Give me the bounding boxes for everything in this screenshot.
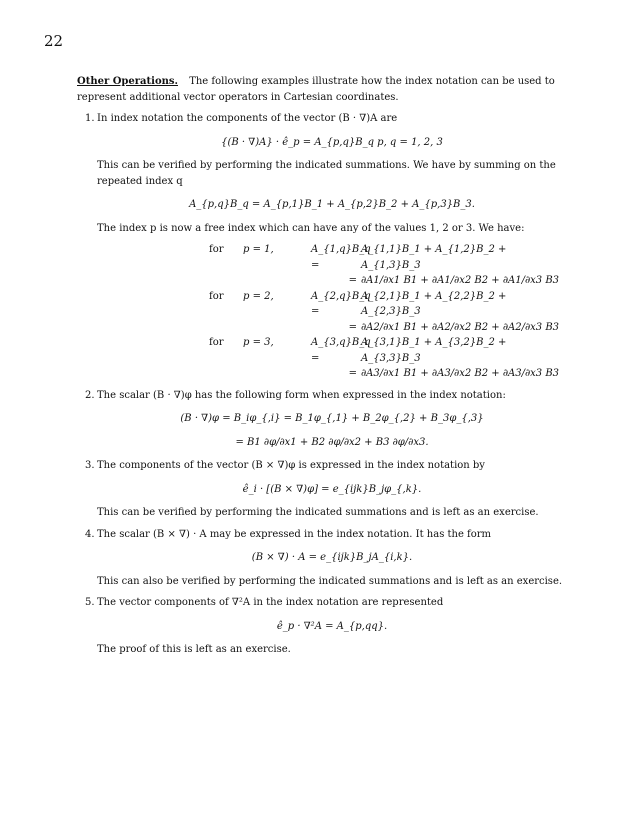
list-item-3	[77, 458, 567, 521]
case-lhs: A_{3,q}B_q =	[311, 337, 371, 364]
equation-cases: for p = 1, A_{1,q}B_q = A_{1,1}B_1 + A_{1,2}B_2 + A_{1,3}B_3 = ∂A1/∂x1 B1 + ∂A1/∂x2 B2 + ∂A1/∂x3 B3 for p = 2, A_{2,q}B_q = A_{2,1}B_1 + A_{2,2}B_2 + A_{2,3}B_3 = ∂A2/∂x1 B1 + ∂A2/∂x2 B2 + ∂A2/∂x3 B3 for p = 3, A_{3,q}B_q = A_{3,1}B_1 + A_{3,2}B_2 + A_{3,3}B_3 = ∂A3/∂x1 B1 + ∂A3/∂x2 B2 + ∂A3/∂x3 B3	[209, 242, 567, 382]
case-lhs: A_{2,q}B_q =	[311, 290, 371, 317]
item-number: 2.	[85, 389, 95, 401]
item-number: 1.	[85, 113, 95, 124]
equation: (B · ∇)φ = B_iφ_{,i} = B_1φ_{,1} + B_2φ_{,2} + B_3φ_{,3}	[180, 413, 484, 424]
item-text: The scalar (B · ∇)φ has the following form when expressed in the index notation:	[97, 389, 506, 401]
item-number: 3.	[85, 460, 95, 471]
case-rhs-derivative: ∂A2/∂x1 B1 + ∂A2/∂x2 B2 + ∂A2/∂x3 B3	[361, 321, 560, 333]
case-label: for	[209, 337, 224, 348]
item-text: In index notation the components of the vector (B · ∇)A are	[97, 113, 398, 124]
item-text: The index p is now a free index which can have any of the values 1, 2 or 3. We have:	[97, 222, 525, 234]
case-rhs: A_{1,1}B_1 + A_{1,2}B_2 + A_{1,3}B_3	[361, 244, 507, 271]
item-text: This can be verified by performing the indicated summations. We have by summing on the repeated index q	[97, 160, 556, 187]
case-rhs: A_{2,1}B_1 + A_{2,2}B_2 + A_{2,3}B_3	[361, 290, 507, 317]
case-label: for	[209, 244, 224, 255]
case-label: for	[209, 290, 224, 302]
case-rhs: A_{3,1}B_1 + A_{3,2}B_2 + A_{3,3}B_3	[361, 337, 507, 364]
case-rhs-derivative: ∂A1/∂x1 B1 + ∂A1/∂x2 B2 + ∂A1/∂x3 B3	[361, 275, 560, 286]
equation: (B × ∇) · A = e_{ijk}B_jA_{i,k}.	[251, 552, 413, 563]
page-number: 22	[44, 32, 64, 50]
item-number: 5.	[85, 597, 95, 608]
item-number: 4.	[85, 528, 95, 540]
page-content	[77, 74, 567, 658]
case-condition: p = 2,	[243, 290, 274, 302]
item-text: This can be verified by performing the indicated summations and is left as an exercise.	[97, 507, 539, 518]
item-text: The scalar (B × ∇) · A may be expressed in the index notation. It has the form	[97, 528, 492, 540]
equation: = B1 ∂φ/∂x1 + B2 ∂φ/∂x2 + B3 ∂φ/∂x3.	[235, 436, 429, 448]
list-item-2	[77, 388, 567, 451]
equation: A_{p,q}B_q = A_{p,1}B_1 + A_{p,2}B_2 + A_{p,3}B_3.	[189, 199, 475, 210]
list-item-1	[77, 111, 567, 382]
equation: ê_p · ∇²A = A_{p,qq}.	[276, 620, 388, 632]
item-text: This can also be verified by performing the indicated summations and is left as an exercise.	[97, 575, 563, 587]
list-item-5	[77, 595, 567, 658]
case-rhs-derivative: ∂A3/∂x1 B1 + ∂A3/∂x2 B2 + ∂A3/∂x3 B3	[361, 368, 560, 379]
equation: ê_i · [(B × ∇)φ] = e_{ijk}B_jφ_{,k}.	[242, 483, 422, 495]
case-condition: p = 3,	[243, 337, 274, 348]
section-heading: Other Operations.	[77, 76, 178, 87]
item-text: The components of the vector (B × ∇)φ is expressed in the index notation by	[97, 460, 485, 471]
intro-text: The following examples illustrate how the index notation can be used to represent additional vector operators in Cartesian coordinates.	[77, 76, 555, 103]
item-text: The proof of this is left as an exercise.	[97, 644, 291, 655]
case-lhs: A_{1,q}B_q =	[311, 244, 371, 271]
item-text: The vector components of ∇²A in the index notation are represented	[97, 597, 444, 608]
list-item-4	[77, 527, 567, 590]
intro-paragraph	[77, 74, 567, 105]
case-condition: p = 1,	[243, 244, 274, 255]
equation: {(B · ∇)A} · ê_p = A_{p,q}B_q p, q = 1, 2, 3	[221, 136, 443, 148]
